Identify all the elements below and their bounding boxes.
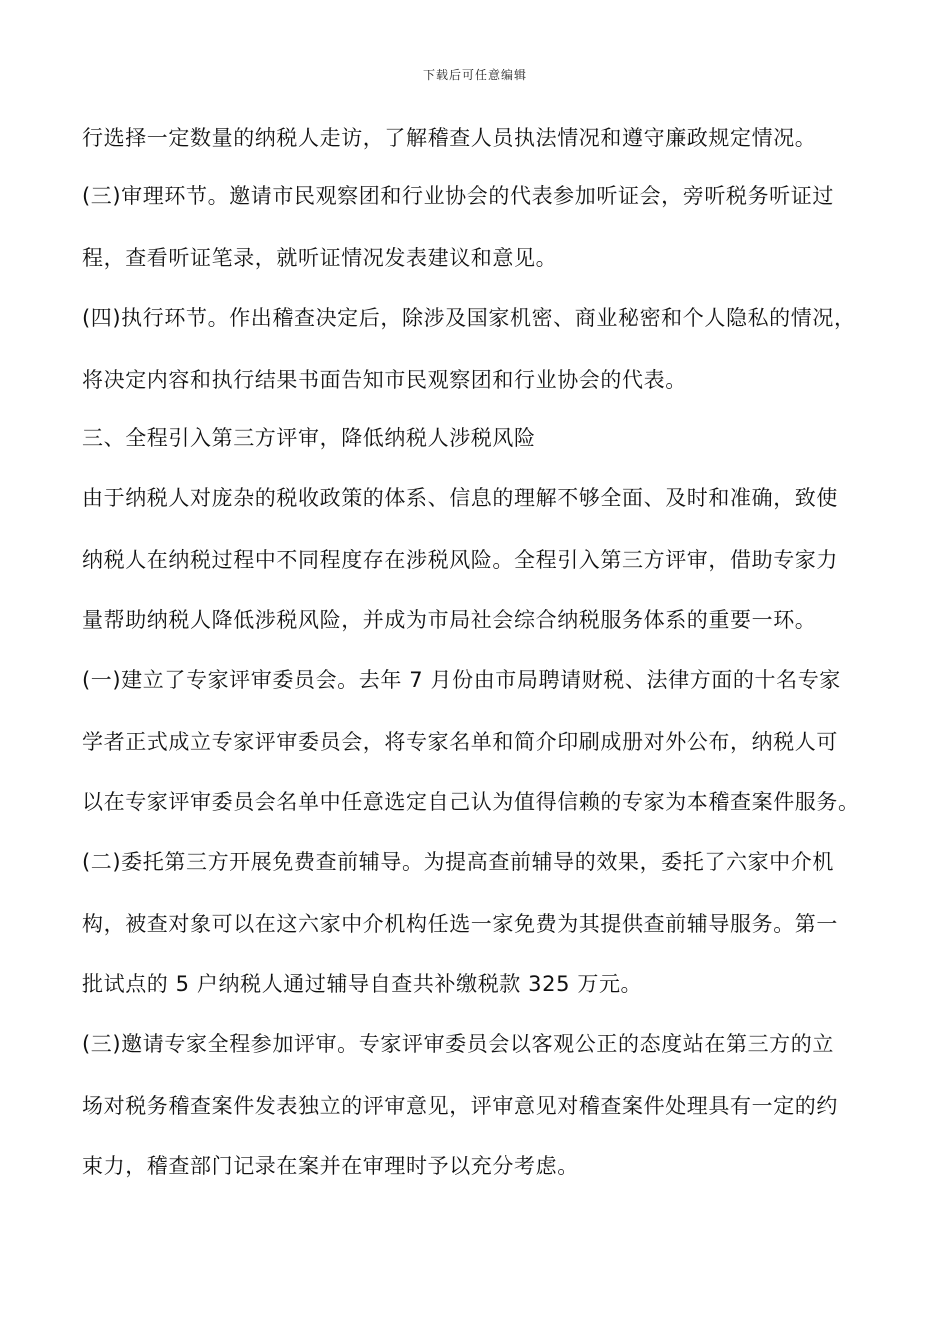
text-line-17: 场对税务稽查案件发表独立的评审意见，评审意见对稽查案件处理具有一定的约 bbox=[82, 1094, 838, 1118]
text-line-14: 构，被查对象可以在这六家中介机构任选一家免费为其提供查前辅导服务。第一 bbox=[82, 912, 838, 936]
text-line-10: (一)建立了专家评审委员会。去年 7 月份由市局聘请财税、法律方面的十名专家 bbox=[82, 668, 841, 692]
text-line-4: (四)执行环节。作出稽查决定后，除涉及国家机密、商业秘密和个人隐私的情况， bbox=[82, 306, 856, 330]
text-line-18: 束力，稽查部门记录在案并在审理时予以充分考虑。 bbox=[82, 1154, 579, 1178]
section-heading: 三、全程引入第三方评审，降低纳税人涉税风险 bbox=[82, 426, 536, 450]
text-line-8: 纳税人在纳税过程中不同程度存在涉税风险。全程引入第三方评审，借助专家力 bbox=[82, 548, 838, 572]
text-line-12: 以在专家评审委员会名单中任意选定自己认为值得信赖的专家为本稽查案件服务。 bbox=[82, 790, 860, 814]
text-line-16: (三)邀请专家全程参加评审。专家评审委员会以客观公正的态度站在第三方的立 bbox=[82, 1032, 834, 1056]
text-line-9: 量帮助纳税人降低涉税风险，并成为市局社会综合纳税服务体系的重要一环。 bbox=[82, 608, 817, 632]
text-line-15: 批试点的 5 户纳税人通过辅导自查共补缴税款 325 万元。 bbox=[82, 972, 643, 996]
page-header: 下载后可任意编辑 bbox=[422, 68, 527, 82]
text-line-1: 行选择一定数量的纳税人走访，了解稽查人员执法情况和遵守廉政规定情况。 bbox=[82, 126, 817, 150]
text-line-2: (三)审理环节。邀请市民观察团和行业协会的代表参加听证会，旁听税务听证过 bbox=[82, 184, 834, 208]
text-line-3: 程，查看听证笔录，就听证情况发表建议和意见。 bbox=[82, 246, 558, 270]
text-line-13: (二)委托第三方开展免费查前辅导。为提高查前辅导的效果，委托了六家中介机 bbox=[82, 850, 834, 874]
text-line-7: 由于纳税人对庞杂的税收政策的体系、信息的理解不够全面、及时和准确，致使 bbox=[82, 486, 838, 510]
text-line-11: 学者正式成立专家评审委员会，将专家名单和简介印刷成册对外公布，纳税人可 bbox=[82, 730, 838, 754]
text-line-5: 将决定内容和执行结果书面告知市民观察团和行业协会的代表。 bbox=[82, 368, 687, 392]
